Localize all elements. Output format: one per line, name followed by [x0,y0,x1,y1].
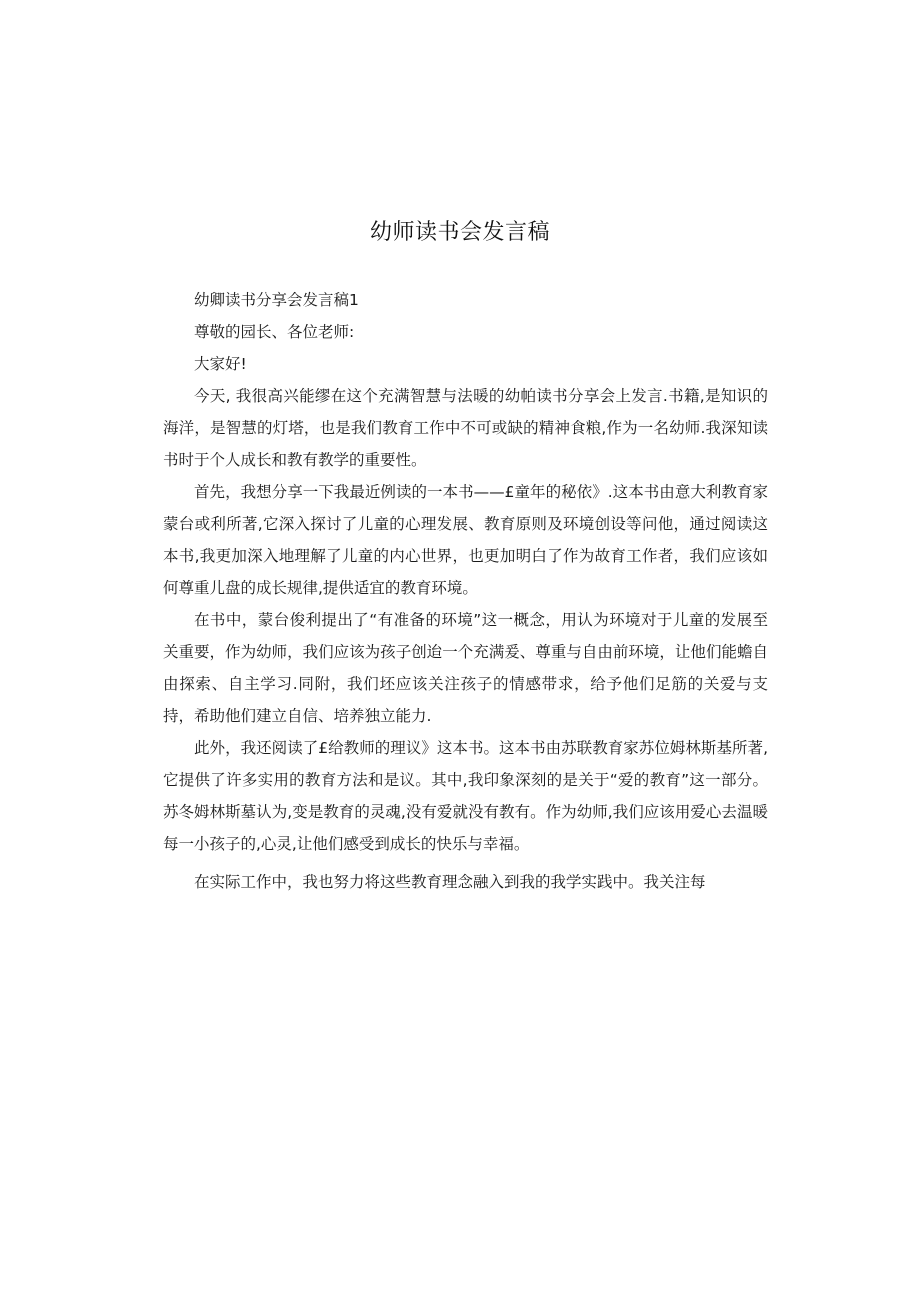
paragraph-salutation: 尊敬的园长、各位老师: [194,323,355,341]
paragraph-subtitle: 幼卿读书分享会发言稿1 [194,291,359,309]
paragraph: 在实际工作中，我也努力将这些教育理念融入到我的我学实践中。我关注每 [194,873,706,891]
paragraph-greeting: 大家好! [194,355,247,373]
paragraph: 此外，我还阅读了£给教师的理议》这本书。这本书由苏联教育家苏位姆林斯基所著,它提供了许多实用的教育方法和是议。其中,我印象深刻的是关于“爱的教育”这一部分。苏冬姆林斯墓认为,变是教育的灵魂,没有爱就没有教有。作为幼师,我们应该用爱心去温暖每一小孩子的,心灵,让他们感受到成长的快乐与幸福。 [163,739,768,853]
document-title: 幼师读书会发言稿 [369,220,550,245]
document-body [163,284,768,898]
paragraph: 首先，我想分享一下我最近例读的一本书——£童年的秘依》.这本书由意大利教育家蒙台或利所著,它深入探讨了儿童的心理发展、教育原则及环境创设等问他，通过阅读这本书,我更加深入地理解了儿童的内心世界，也更加明白了作为故育工作者，我们应该如何尊重儿盘的成长规律,提供适宜的教育环境。 [163,483,768,597]
paragraph: 今天, 我很高兴能缪在这个充满智慧与法暖的幼帕读书分享会上发言.书籍,是知识的海洋，是智慧的灯塔，也是我们教育工作中不可或缺的精神食粮,作为一名幼师.我深知读书时于个人成长和教有教学的重要性。 [163,387,768,469]
paragraph: 在书中，蒙台俊利提出了“有准备的环境”这一概念，用认为环境对于儿童的发展至关重要，作为幼师，我们应该为孩子创迨一个充满爰、尊重与自由前环境，让他们能蟾自由探索、自主学习.同附，我们坯应该关注孩子的情感带求，给予他们足筋的关爱与支持，希助他们建立自信、培养独立能力. [163,611,768,725]
